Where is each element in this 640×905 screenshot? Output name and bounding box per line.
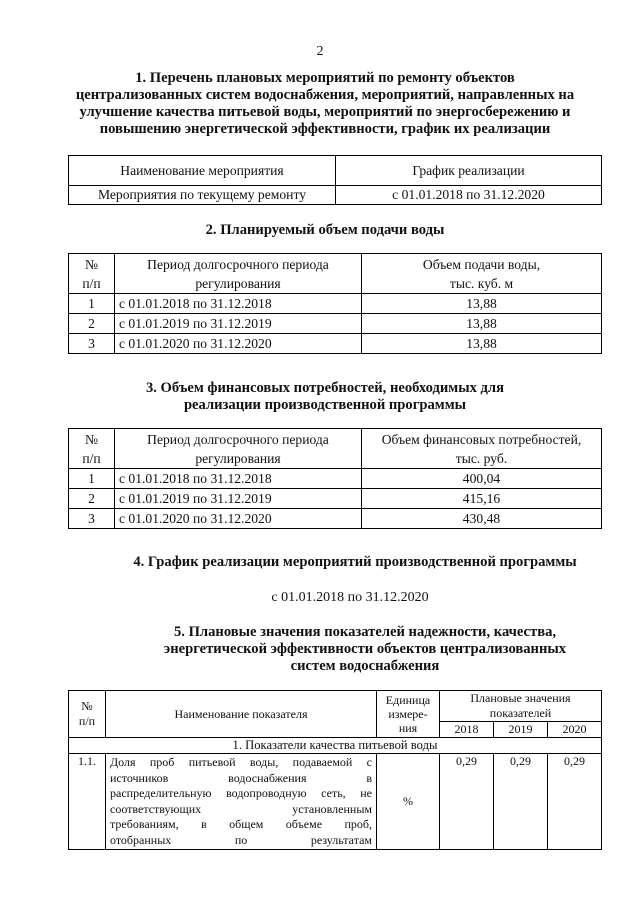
header-num: № п/п [69,254,115,294]
header-num: № п/п [69,429,115,469]
section1-title-line: улучшение качества питьевой воды, мероприятий по энергосбережению и [79,104,571,120]
section1-title-line: централизованных систем водоснабжения, мероприятий, направленных на [75,87,575,103]
section5-table [68,690,602,850]
section5-title-line: систем водоснабжения [290,658,440,674]
activity-name: Мероприятия по текущему ремонту [69,186,336,205]
section2-title: 2. Планируемый объем подачи воды [205,222,445,238]
table-row: 3 с 01.01.2020 по 31.12.2020 430,48 [69,509,602,529]
header-period: Период долгосрочного периода регулирования [115,254,362,294]
indicator-num: 1.1. [69,754,106,850]
section3-title-line: реализации производственной программы [183,397,467,413]
section5-title [60,624,640,675]
section2-table [68,253,602,354]
header-period: Период долгосрочного периода регулирования [115,429,362,469]
section1-table [68,155,602,205]
section5-title-line: энергетической эффективности объектов централизованных [163,641,567,657]
indicator-unit: % [377,754,440,850]
header-year-2019: 2019 [494,722,548,738]
section3-title-line: 3. Объем финансовых потребностей, необходимых для [145,380,505,396]
section4-title: 4. График реализации мероприятий производственной программы [133,554,577,570]
activity-schedule: с 01.01.2018 по 31.12.2020 [336,186,602,205]
header-planned-values: Плановые значения показателей [440,691,602,722]
section1-title-line: 1. Перечень плановых мероприятий по ремонту объектов [135,70,515,86]
header-year-2020: 2020 [548,722,602,738]
section2-title-wrap [60,222,590,239]
header-num: № п/п [69,691,106,738]
section3-title [60,380,590,414]
page-number: 2 [316,44,324,59]
header-activity-name: Наименование мероприятия [69,156,336,186]
table-row: 2 с 01.01.2019 по 31.12.2019 13,88 [69,314,602,334]
header-year-2018: 2018 [440,722,494,738]
section1-title [60,70,590,138]
header-indicator-name: Наименование показателя [106,691,377,738]
header-water-volume: Объем подачи воды, тыс. куб. м [362,254,602,294]
section5-title-line: 5. Плановые значения показателей надежности, качества, [173,624,557,640]
group-header: 1. Показатели качества питьевой воды [69,738,602,754]
header-unit: Единица измере- ния [377,691,440,738]
value-2018: 0,29 [440,754,494,850]
table-row: 1 с 01.01.2018 по 31.12.2018 13,88 [69,294,602,314]
table-row: 2 с 01.01.2019 по 31.12.2019 415,16 [69,489,602,509]
value-2020: 0,29 [548,754,602,850]
header-financial-needs: Объем финансовых потребностей, тыс. руб. [362,429,602,469]
section4-period: с 01.01.2018 по 31.12.2020 [271,590,429,605]
value-2019: 0,29 [494,754,548,850]
table-row: 1 с 01.01.2018 по 31.12.2018 400,04 [69,469,602,489]
section4-title-wrap [60,554,640,571]
indicator-name: Доля проб питьевой воды, подаваемой с источников водоснабжения в распределительную водопроводную сеть, не соответствующих установленным требованиям, в общем объеме проб, отобранных по результатам [106,754,377,850]
section1-title-line: повышению энергетической эффективности, график их реализации [99,121,551,137]
table-row: 3 с 01.01.2020 по 31.12.2020 13,88 [69,334,602,354]
header-schedule: График реализации [336,156,602,186]
table-row [69,754,602,850]
section3-table [68,428,602,529]
